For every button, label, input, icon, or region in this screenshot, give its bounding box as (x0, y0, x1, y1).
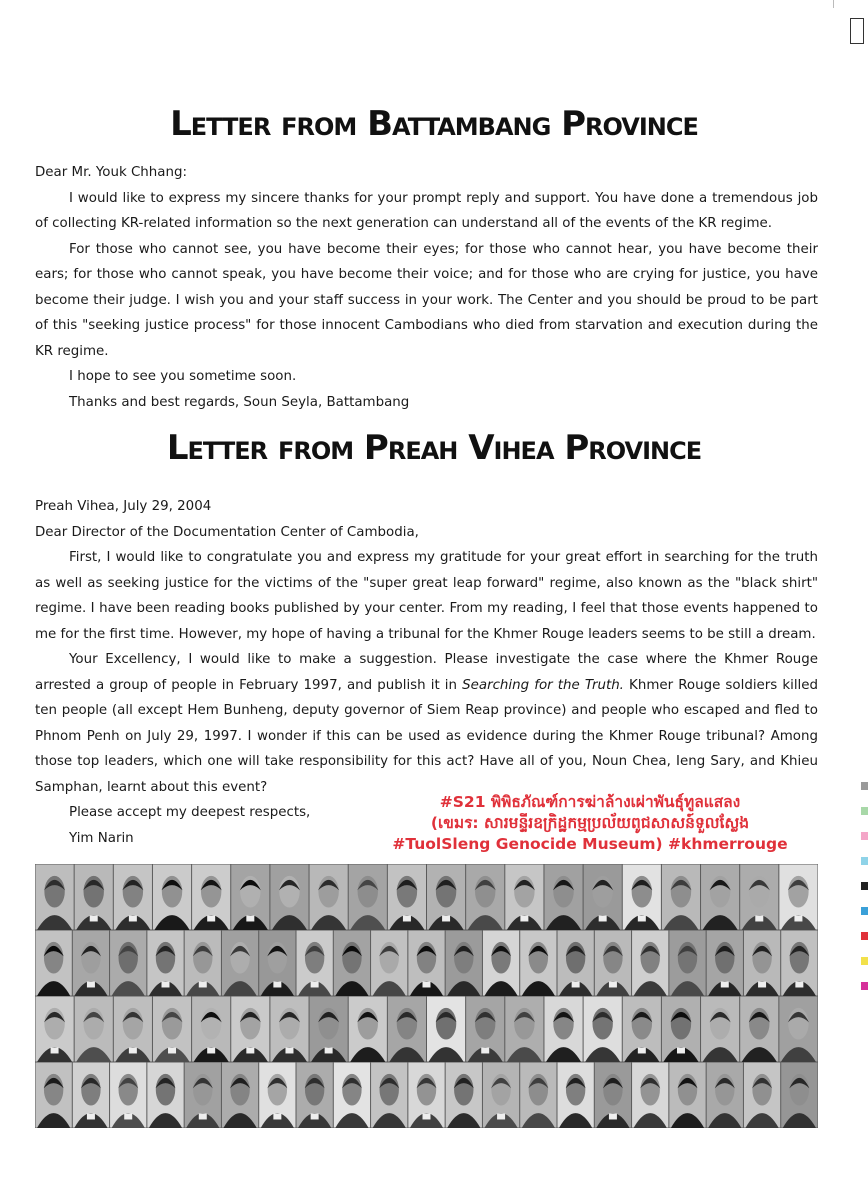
portrait (707, 931, 743, 997)
paragraph: I hope to see you sometime soon. (69, 369, 297, 384)
portrait (623, 865, 661, 931)
publication-title: Searching for the Truth. (462, 677, 624, 693)
hashtag-overlay (388, 792, 792, 855)
color-swatch (861, 832, 868, 840)
portrait (310, 865, 348, 931)
portrait (388, 997, 426, 1063)
portrait (349, 997, 387, 1063)
color-swatch (861, 957, 868, 965)
heading-battambang: Letter from Battambang Province (170, 104, 698, 144)
portrait (505, 865, 543, 931)
portrait (505, 997, 543, 1063)
portrait (662, 865, 700, 931)
portrait (36, 1063, 72, 1129)
portrait (632, 1063, 668, 1129)
portrait (114, 865, 152, 931)
portrait (427, 865, 465, 931)
closing: Please accept my deepest respects, (69, 805, 311, 820)
portrait (36, 865, 74, 931)
color-swatch (861, 907, 868, 915)
portrait (259, 931, 295, 997)
portrait (408, 931, 444, 997)
portrait (231, 997, 269, 1063)
portrait (222, 931, 258, 997)
portrait (36, 931, 72, 997)
portrait (75, 997, 113, 1063)
signature: Yim Narin (69, 830, 134, 846)
portrait (744, 1063, 780, 1129)
portrait-mosaic-image (35, 864, 818, 1128)
portrait (632, 931, 668, 997)
portrait (595, 931, 631, 997)
portrait (466, 865, 504, 931)
portrait (544, 865, 582, 931)
portrait (669, 1063, 705, 1129)
portrait (153, 997, 191, 1063)
portrait (584, 997, 622, 1063)
portrait (466, 997, 504, 1063)
portrait (231, 865, 269, 931)
portrait (185, 931, 221, 997)
portrait (270, 997, 308, 1063)
portrait (558, 931, 594, 997)
portrait (334, 931, 370, 997)
portrait (779, 997, 817, 1063)
signoff: Thanks and best regards, Soun Seyla, Battambang (69, 394, 410, 410)
paragraph: First, I would like to congratulate you and express my gratitude for your great effort in searching for the truth as well as seeking justice for the victims of the "super great leap forward" regime, also known as the "black shirt" regime. I have been reading books published by your center. From my reading, I feel that those events happened to me for the first time. However, my hope of having a tribunal for the Khmer Rouge leaders seems to be still a dream. (35, 550, 818, 642)
portrait (73, 931, 109, 997)
portrait (75, 865, 113, 931)
portrait (701, 997, 739, 1063)
portrait (185, 1063, 221, 1129)
paragraph-text: Your Excellency, I would like to make a suggestion. Please investigate the case where the Khmer Rouge arrested a group of people in February 1997, and publish it in (35, 652, 818, 693)
paragraph-text: Khmer Rouge soldiers killed ten people (all except Hem Bunheng, deputy governor of Siem Reap province) and people who escaped and fled to Phnom Penh on July 29, 1997. I wonder if this can be used as evidence during the Khmer Rouge tribunal? Among those top leaders, which one will take responsibility for this act? Have all of you, Noun Chea, Ieng Sary, and Khieu Samphan, learnt about this event? (35, 677, 819, 795)
portrait (147, 1063, 183, 1129)
portrait (669, 931, 705, 997)
portrait (297, 1063, 333, 1129)
portrait (781, 1063, 817, 1129)
portrait (740, 865, 778, 931)
portrait (740, 997, 778, 1063)
color-swatch (861, 932, 868, 940)
letter-battambang (35, 160, 818, 415)
portrait (662, 997, 700, 1063)
portrait (110, 931, 146, 997)
portrait-mosaic-icon (35, 864, 818, 1128)
portrait (192, 997, 230, 1063)
color-swatch (861, 782, 868, 790)
dateline: Preah Vihea, July 29, 2004 (35, 499, 212, 514)
paragraph: For those who cannot see, you have become their eyes; for those who cannot hear, you have become their ears; for those who cannot speak, you have become their voice; and for those who are crying for justice, you have become their judge. I wish you and your staff success in your work. The Center and you should be proud to be part of this "seeking justice process" for those innocent Cambodians who died from starvation and execution during the KR regime. (35, 241, 818, 359)
portrait (483, 1063, 519, 1129)
portrait (427, 997, 465, 1063)
portrait (779, 865, 817, 931)
portrait (222, 1063, 258, 1129)
portrait (349, 865, 387, 931)
portrait (408, 1063, 444, 1129)
portrait (192, 865, 230, 931)
portrait (584, 865, 622, 931)
portrait (334, 1063, 370, 1129)
portrait (153, 865, 191, 931)
paragraph (35, 647, 818, 800)
portrait (446, 1063, 482, 1129)
portrait (110, 1063, 146, 1129)
portrait (259, 1063, 295, 1129)
portrait (371, 931, 407, 997)
portrait (544, 997, 582, 1063)
portrait (623, 997, 661, 1063)
portrait (388, 865, 426, 931)
page-edge-mark (833, 0, 834, 8)
portrait (36, 997, 74, 1063)
print-color-bar (861, 782, 868, 962)
overlay-line: #TuolSleng Genocide Museum) #khmerrouge (392, 835, 788, 853)
portrait (297, 931, 333, 997)
portrait (446, 931, 482, 997)
portrait (707, 1063, 743, 1129)
portrait (270, 865, 308, 931)
salutation: Dear Mr. Youk Chhang: (35, 165, 187, 180)
color-swatch (861, 982, 868, 990)
color-swatch (861, 807, 868, 815)
portrait (147, 931, 183, 997)
overlay-line: (เขมร: សារមន្ទីរឧក្រិដ្ឋកម្មប្រល័យពូជសាសន៍ទួលស្លែង (430, 814, 750, 832)
portrait (483, 931, 519, 997)
color-swatch (861, 857, 868, 865)
portrait (781, 931, 817, 997)
paragraph: I would like to express my sincere thanks for your prompt reply and support. You have done a tremendous job of collecting KR-related information so the next generation can understand all of the events of the KR regime. (35, 190, 818, 231)
portrait (520, 1063, 556, 1129)
heading-preah-vihea: Letter from Preah Vihea Province (166, 428, 702, 468)
crop-mark-icon (850, 18, 864, 44)
portrait (744, 931, 780, 997)
portrait (73, 1063, 109, 1129)
color-swatch (861, 882, 868, 890)
portrait (371, 1063, 407, 1129)
portrait (310, 997, 348, 1063)
portrait (520, 931, 556, 997)
portrait (558, 1063, 594, 1129)
portrait (701, 865, 739, 931)
salutation: Dear Director of the Documentation Center of Cambodia, (35, 524, 419, 540)
overlay-line: #S21 พิพิธภัณฑ์การฆ่าล้างเผ่าพันธุ์ทูลแสลง (439, 793, 741, 811)
portrait (114, 997, 152, 1063)
portrait (595, 1063, 631, 1129)
